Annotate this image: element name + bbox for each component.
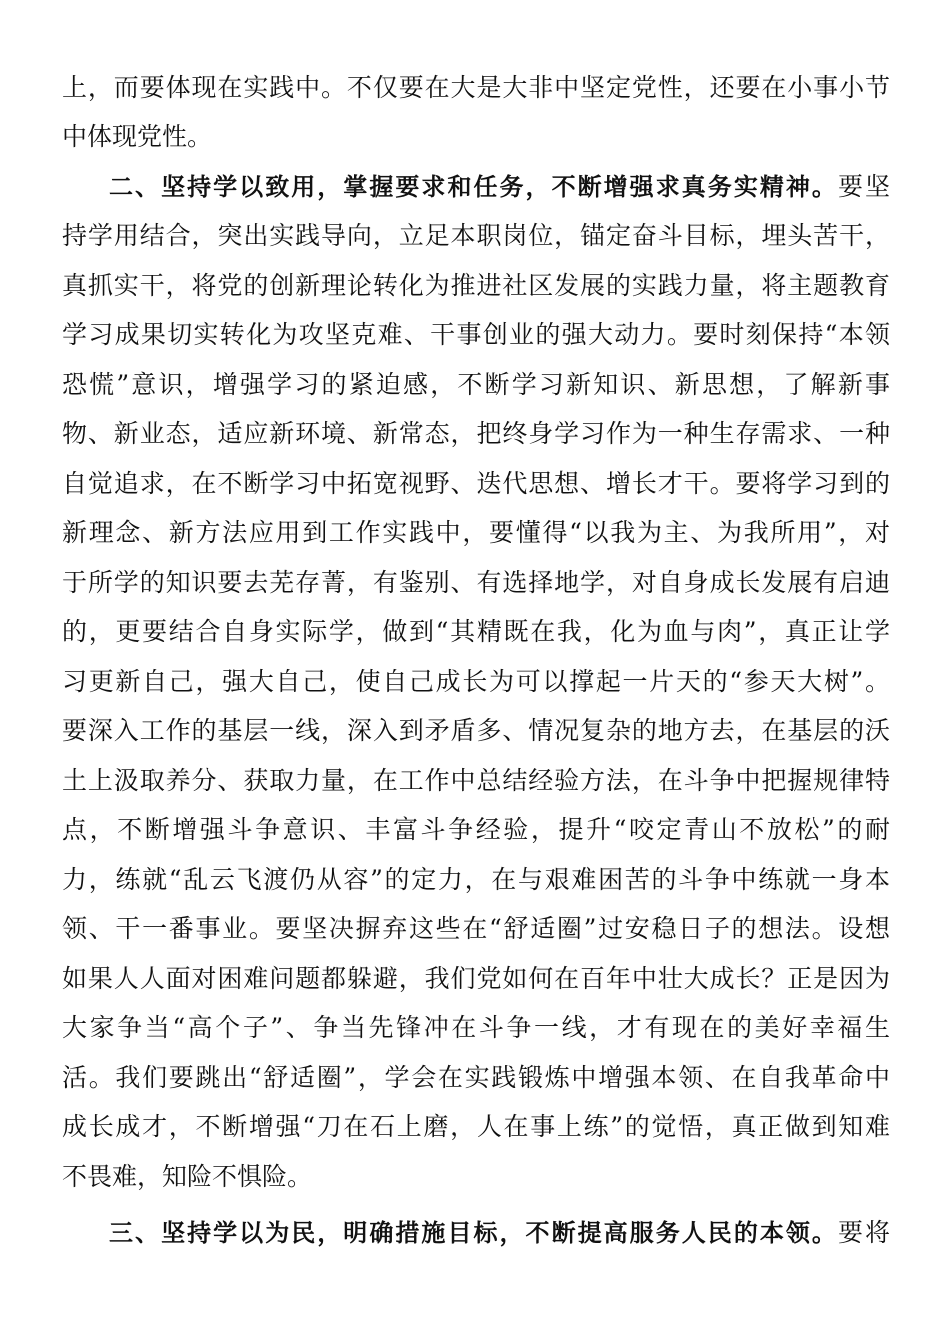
text-line: 恐慌”意识，增强学习的紧迫感，不断学习新知识、新思想，了解新事 [62, 370, 890, 399]
text-line: 不畏难，知险不惧险。 [62, 1162, 313, 1191]
text-line: 成长成才，不断增强“刀在石上磨，人在事上练”的觉悟，真正做到知难 [62, 1112, 890, 1141]
text-line: 习更新自己，强大自己，使自己成长为可以撑起一片天的“参天大树”。 [62, 667, 890, 696]
text-line: 领、干一番事业。要坚决摒弃这些在“舒适圈”过安稳日子的想法。设想 [62, 914, 890, 943]
text-line: 的，更要结合自身实际学，做到“其精既在我，化为血与肉”，真正让学 [62, 617, 890, 646]
text-line: 上，而要体现在实践中。不仅要在大是大非中坚定党性，还要在小事小节 [62, 73, 890, 102]
section-heading-2-title: 二、坚持学以致用，掌握要求和任务，不断增强求真务实精神。 [109, 173, 838, 201]
text-line: 大家争当“高个子”、争当先锋冲在斗争一线，才有现在的美好幸福生 [62, 1013, 890, 1042]
text-line: 如果人人面对困难问题都躲避，我们党如何在百年中壮大成长？正是因为 [62, 964, 890, 993]
text-line: 土上汲取养分、获取力量，在工作中总结经验方法，在斗争中把握规律特 [62, 766, 890, 795]
text-line: 要深入工作的基层一线，深入到矛盾多、情况复杂的地方去，在基层的沃 [62, 716, 890, 745]
text-line: 点，不断增强斗争意识、丰富斗争经验，提升“咬定青山不放松”的耐 [62, 815, 890, 844]
text-line: 中体现党性。 [62, 122, 213, 151]
section-heading-2 [109, 167, 890, 207]
text-line: 持学用结合，突出实践导向，立足本职岗位，锚定奋斗目标，埋头苦干， [62, 221, 890, 250]
text-line: 于所学的知识要去芜存菁，有鉴别、有选择地学，对自身成长发展有启迪 [62, 568, 890, 597]
section-heading-2-rest: 要坚 [837, 172, 890, 201]
section-heading-3-title: 三、坚持学以为民，明确措施目标，不断提高服务人民的本领。 [109, 1219, 838, 1247]
section-heading-3-rest: 要将 [837, 1218, 890, 1247]
text-line: 活。我们要跳出“舒适圈”，学会在实践锻炼中增强本领、在自我革命中 [62, 1063, 890, 1092]
text-line: 学习成果切实转化为攻坚克难、干事创业的强大动力。要时刻保持“本领 [62, 320, 890, 349]
text-line: 真抓实干，将党的创新理论转化为推进社区发展的实践力量，将主题教育 [62, 271, 890, 300]
section-heading-3 [109, 1213, 890, 1253]
text-line: 力，练就“乱云飞渡仍从容”的定力，在与艰难困苦的斗争中练就一身本 [62, 865, 890, 894]
text-line: 新理念、新方法应用到工作实践中，要懂得“以我为主、为我所用”，对 [62, 518, 890, 547]
text-line: 自觉追求，在不断学习中拓宽视野、迭代思想、增长才干。要将学习到的 [62, 469, 890, 498]
text-line: 物、新业态，适应新环境、新常态，把终身学习作为一种生存需求、一种 [62, 419, 890, 448]
